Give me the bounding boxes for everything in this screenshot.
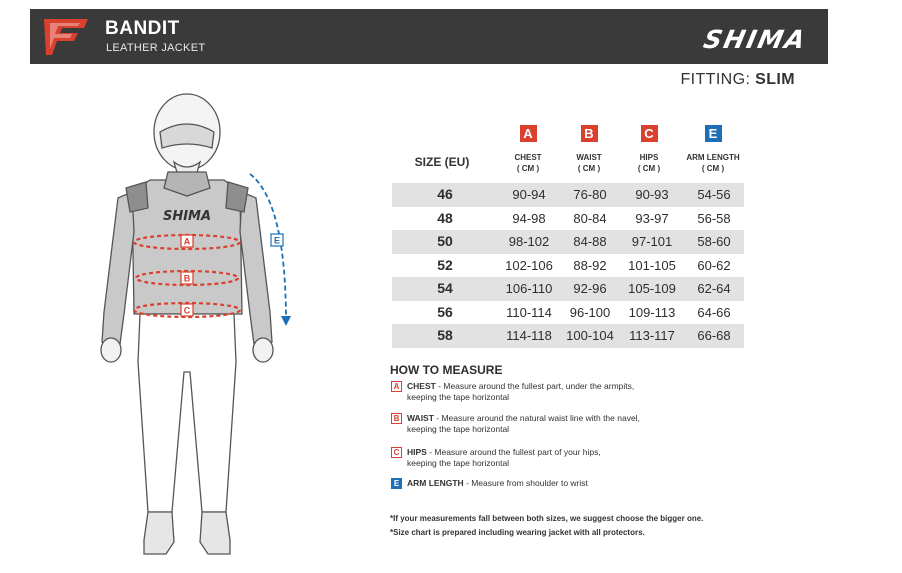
hips-cell: 105-109 — [628, 281, 676, 296]
hips-unit: ( CM ) — [637, 164, 661, 173]
jacket-chest-print: SHIMA — [162, 209, 212, 224]
size-table — [392, 183, 744, 348]
arm-cell: 60-62 — [697, 257, 731, 273]
marker-a: A — [183, 236, 191, 247]
measure-name: CHEST — [407, 381, 436, 391]
chest-cell: 110-114 — [506, 304, 552, 320]
table-row — [392, 277, 744, 301]
hips-cell: 90-93 — [635, 187, 669, 202]
arm-cell: 66-68 — [697, 328, 731, 343]
arm-letter: E — [705, 125, 722, 142]
measure-desc: - Measure around the fullest part of your hips, — [426, 447, 601, 457]
hips-cell: 93-97 — [635, 210, 669, 226]
waist-cell: 84-88 — [573, 234, 607, 249]
chest-cell: 102-106 — [505, 257, 553, 273]
waist-marker-icon: B — [391, 413, 402, 424]
size-cell: 50 — [437, 233, 453, 249]
chest-cell: 90-94 — [512, 187, 546, 202]
fitting-key: FITTING: — [680, 71, 751, 88]
table-row — [392, 301, 744, 325]
table-row — [392, 254, 744, 278]
how-to-measure-title: HOW TO MEASURE — [390, 363, 503, 377]
waist-cell: 88-92 — [573, 257, 607, 273]
hips-cell: 101-105 — [628, 257, 676, 273]
column-arm-length — [677, 125, 749, 174]
table-row — [392, 207, 744, 231]
table-row — [392, 230, 744, 254]
waist-label: WAIST — [576, 153, 602, 162]
size-cell: 46 — [437, 186, 453, 202]
chest-unit: ( CM ) — [516, 164, 540, 173]
size-cell: 48 — [437, 209, 453, 226]
chest-cell: 98-102 — [508, 234, 550, 249]
arm-cell: 54-56 — [697, 187, 731, 202]
arm-unit: ( CM ) — [701, 164, 725, 173]
measure-desc: - Measure from shoulder to wrist — [463, 478, 588, 488]
marker-e: E — [273, 235, 281, 246]
chest-letter: A — [520, 125, 537, 142]
marker-c: C — [183, 305, 191, 316]
waist-unit: ( CM ) — [577, 164, 601, 173]
column-hips — [613, 125, 685, 174]
arm-cell: 58-60 — [697, 234, 731, 249]
note-sizes: *If your measurements fall between both sizes, we suggest choose the bigger one. — [390, 514, 704, 523]
product-name: BANDIT — [105, 18, 180, 39]
size-cell: 56 — [437, 303, 453, 320]
arm-label: ARM LENGTH — [686, 153, 740, 162]
measure-desc-2: keeping the tape horizontal — [407, 458, 510, 468]
table-row — [392, 183, 744, 207]
arm-marker-icon: E — [391, 478, 402, 489]
waist-cell: 92-96 — [573, 281, 607, 296]
size-cell: 52 — [437, 256, 453, 273]
measure-desc-2: keeping the tape horizontal — [407, 392, 510, 402]
waist-cell: 100-104 — [566, 328, 614, 343]
arm-cell: 64-66 — [697, 304, 731, 320]
size-cell: 58 — [437, 327, 453, 343]
table-row — [392, 324, 744, 348]
chest-cell: 106-110 — [505, 281, 553, 296]
size-cell: 54 — [437, 280, 453, 296]
hips-cell: 113-117 — [629, 328, 675, 343]
hips-letter: C — [641, 125, 658, 142]
waist-cell: 96-100 — [569, 304, 611, 320]
product-subtitle: LEATHER JACKET — [106, 42, 206, 54]
chest-label: CHEST — [514, 153, 542, 162]
hips-cell: 97-101 — [631, 234, 673, 249]
note-protectors: *Size chart is prepared including wearing jacket with all protectors. — [390, 528, 645, 537]
hips-marker-icon: C — [391, 447, 402, 458]
arm-cell: 62-64 — [697, 281, 731, 296]
header-bar — [30, 9, 828, 64]
shima-wordmark: SHIMA — [700, 25, 810, 54]
measure-desc: - Measure around the fullest part, under the armpits, — [435, 381, 635, 391]
measure-desc: - Measure around the natural waist line with the navel, — [433, 413, 640, 423]
measure-name: WAIST — [407, 413, 434, 423]
shima-emblem-icon — [44, 19, 88, 55]
rider-figure — [90, 92, 305, 562]
marker-b: B — [183, 273, 191, 284]
waist-letter: B — [581, 125, 598, 142]
hips-label: HIPS — [639, 153, 659, 162]
chest-cell: 114-118 — [506, 328, 552, 343]
size-column-header: SIZE (EU) — [414, 155, 470, 169]
measure-name: ARM LENGTH — [407, 478, 464, 488]
chest-marker-icon: A — [391, 381, 402, 392]
measure-name: HIPS — [407, 447, 427, 457]
fitting-label — [680, 71, 795, 89]
fitting-value: SLIM — [755, 71, 795, 88]
measure-desc-2: keeping the tape horizontal — [407, 424, 510, 434]
waist-cell: 76-80 — [573, 187, 607, 202]
waist-cell: 80-84 — [573, 210, 607, 226]
arm-cell: 56-58 — [697, 210, 731, 226]
hips-cell: 109-113 — [628, 304, 676, 320]
chest-cell: 94-98 — [512, 210, 546, 226]
